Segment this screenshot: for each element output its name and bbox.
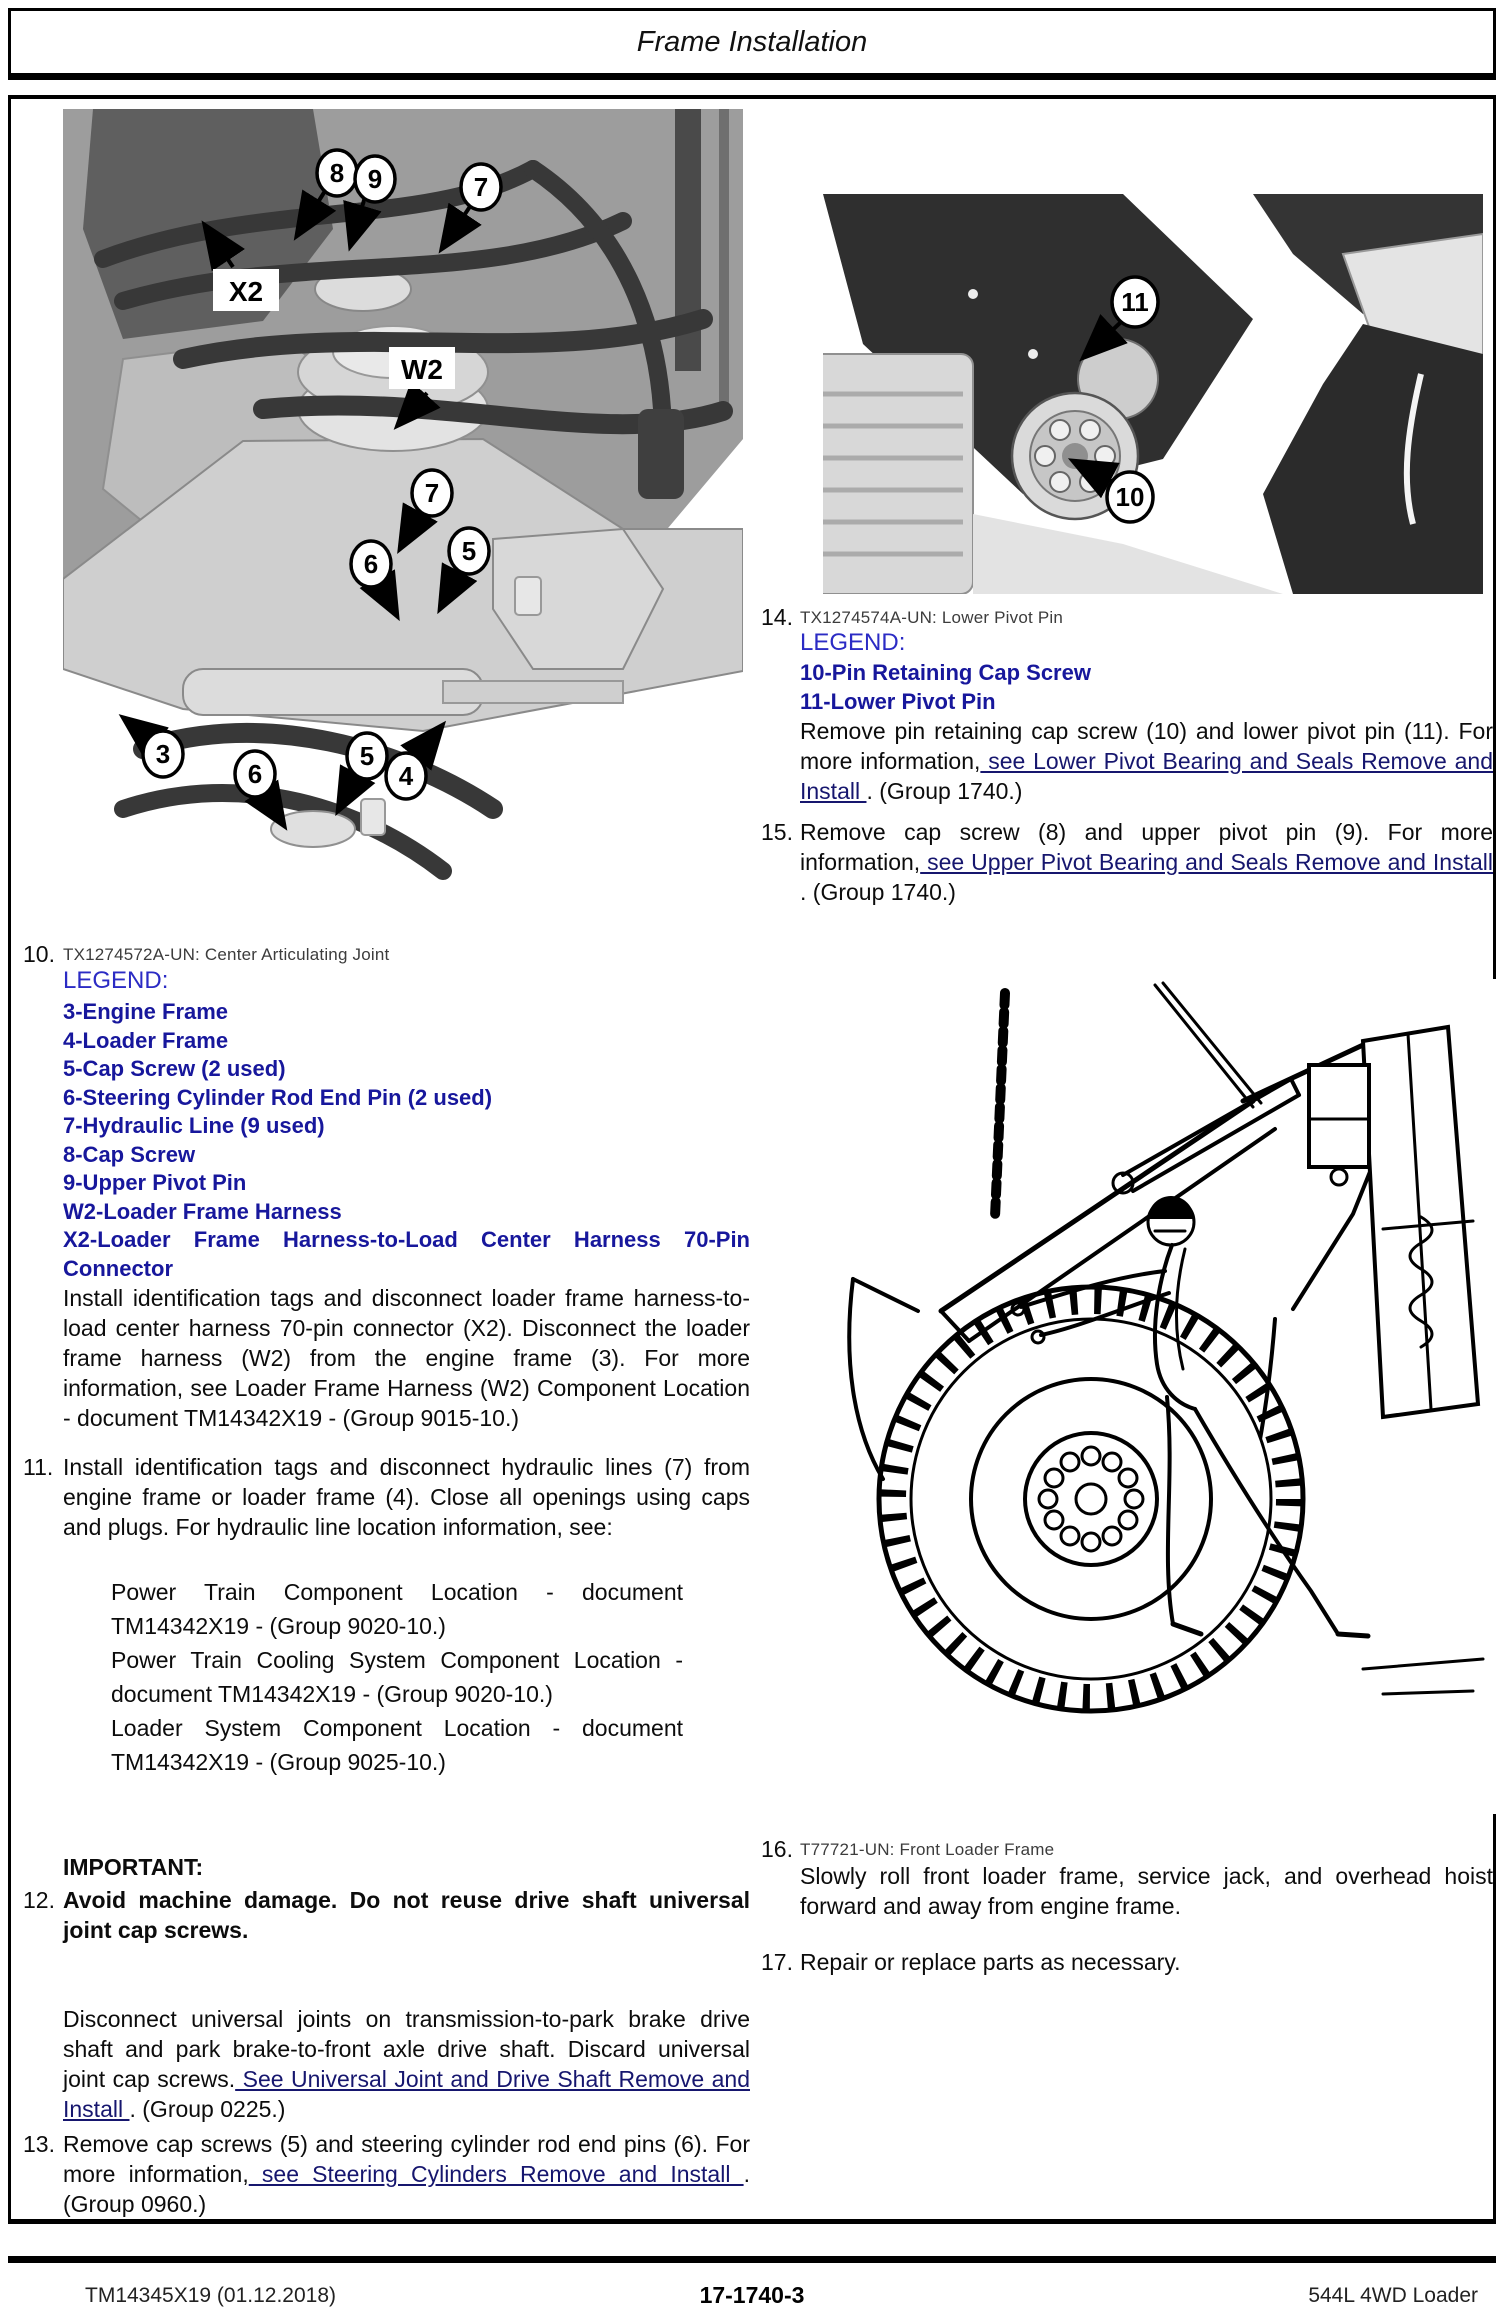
step-number-14: 14. [761,604,793,630]
step-16-body: Slowly roll front loader frame, service jack, and overhead hoist forward and away from engine frame. [800,1863,1493,1919]
figure-lower-pivot-pin [823,194,1483,594]
step-number-10: 10. [23,941,55,967]
footer-divider [8,2256,1496,2263]
legend-item: 8-Cap Screw [63,1141,196,1167]
step-number-13: 13. [23,2131,55,2157]
callout-7: 7 [473,172,489,202]
step-10-body: Install identification tags and disconnect loader frame harness-to-load center harness 70-pin connector (X2). Disconnect the loader frame harness (W2) from the engine frame (3). For more information, see Loader Frame Harness (W2) Component Location - document TM14342X19 - (Group 9015-10.) [63,1285,750,1431]
fig14-legend-title: LEGEND: [800,629,906,656]
step-11-reference-list [111,1575,683,1779]
page-header [8,8,1496,80]
footer-model: 544L 4WD Loader [1308,2284,1478,2307]
callout-5b: 5 [359,741,375,771]
legend-item: W2-Loader Frame Harness [63,1198,342,1224]
step-number-11: 11. [23,1454,54,1480]
callout-6b: 6 [247,759,263,789]
legend-item: 3-Engine Frame [63,999,229,1024]
callout-4: 4 [398,761,414,791]
step-14-text: Remove pin retaining cap screw (10) and lower pivot pin (11). For more information, [800,718,1493,774]
step-12-warning: Avoid machine damage. Do not reuse drive shaft universal joint cap screws. [63,1887,750,1943]
step-number-16: 16. [761,1836,793,1862]
reference-item: Power Train Cooling System Component Location - document TM14342X19 - (Group 9020-10.) [111,1647,683,1707]
legend-item: 11-Lower Pivot Pin [800,688,996,714]
fig14-legend-list [800,659,1493,716]
callout-9: 9 [367,164,383,194]
universal-joint-link[interactable]: See Universal Joint and Drive Shaft Remove and Install [63,2066,750,2122]
callout-5: 5 [461,536,477,566]
step-13-text-post: . (Group 0960.) [63,2161,750,2217]
step-12-text: Disconnect universal joints on transmission-to-park brake drive shaft and park brake-to-front axle drive shaft. Discard universal joint cap screws. [63,2006,750,2092]
lower-pivot-bearing-link[interactable]: see Lower Pivot Bearing and Seals Remove and Install [800,748,1493,804]
figure-front-loader-frame [823,979,1503,1814]
callout-7b: 7 [424,478,440,508]
step-15-text: Remove cap screw (8) and upper pivot pin (9). For more information, [800,819,1493,875]
step-17-body: Repair or replace parts as necessary. [800,1949,1181,1975]
callout-10: 10 [1115,482,1145,512]
callout-6: 6 [363,549,379,579]
step-15-body [800,817,1493,907]
reference-item: Loader System Component Location - document TM14342X19 - (Group 9025-10.) [111,1715,683,1775]
step-number-12: 12. [23,1887,55,1913]
content-area [8,95,1496,2224]
step-12-text-post: . (Group 0225.) [129,2096,286,2122]
steering-cylinders-link[interactable]: see Steering Cylinders Remove and Install [248,2161,744,2187]
legend-item: 10-Pin Retaining Cap Screw [800,660,1091,685]
fig10-caption: TX1274572A-UN: Center Articulating Joint [63,945,390,964]
step-14-text-post: . (Group 1740.) [866,778,1023,804]
callout-8: 8 [329,158,345,188]
callout-3: 3 [155,739,171,769]
callout-w2: W2 [401,354,443,385]
footer-page-number: 17-1740-3 [699,2282,805,2308]
step-13-body [63,2129,750,2219]
upper-pivot-bearing-link[interactable]: see Upper Pivot Bearing and Seals Remove and Install [920,849,1493,875]
callout-x2: X2 [228,276,264,307]
legend-item: 5-Cap Screw (2 used) [63,1056,286,1081]
legend-item: 9-Upper Pivot Pin [63,1170,247,1195]
legend-item: X2-Loader Frame Harness-to-Load Center Harness 70-Pin Connector [63,1227,750,1281]
legend-item: 6-Steering Cylinder Rod End Pin (2 used) [63,1084,493,1110]
step-14-body [800,716,1493,806]
step-12-body [63,2004,750,2124]
fig16-caption: T77721-UN: Front Loader Frame [800,1840,1055,1859]
page-footer [0,2280,1504,2314]
step-15-text-post: . (Group 1740.) [800,879,956,905]
important-label: IMPORTANT: [63,1854,204,1880]
fig14-caption: TX1274574A-UN: Lower Pivot Pin [800,608,1064,627]
page-title: Frame Installation [636,25,868,58]
fig10-legend-list [63,998,750,1283]
step-number-17: 17. [761,1949,793,1975]
reference-item: Power Train Component Location - document TM14342X19 - (Group 9020-10.) [111,1579,683,1639]
legend-item: 7-Hydraulic Line (9 used) [63,1113,325,1138]
step-11-body: Install identification tags and disconnect hydraulic lines (7) from engine frame or loader frame (4). Close all openings using caps and plugs. For hydraulic line location information, see: [63,1454,750,1540]
fig10-legend-title: LEGEND: [63,967,169,994]
legend-item: 4-Loader Frame [63,1027,229,1053]
step-number-15: 15. [761,819,793,845]
figure-center-articulating-joint [63,109,743,929]
footer-doc-id: TM14345X19 (01.12.2018) [85,2284,337,2307]
callout-11: 11 [1121,287,1149,317]
step-13-text: Remove cap screws (5) and steering cylinder rod end pins (6). For more information, [63,2131,750,2187]
